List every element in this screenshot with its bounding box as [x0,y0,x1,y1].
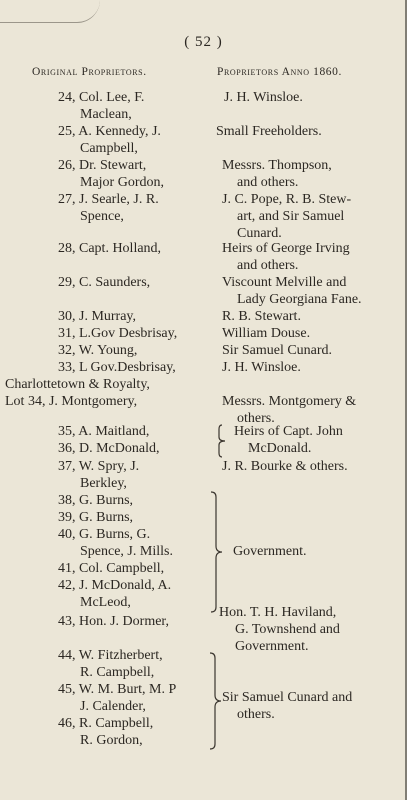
left-entry-line: 45, W. M. Burt, M. P [58,682,177,697]
left-entry-line: Lot 34, J. Montgomery, [5,394,138,409]
right-entry-line: art, and Sir Samuel [237,209,345,224]
left-entry-line: 25, A. Kennedy, J. [58,124,161,139]
left-entry-line: 39, G. Burns, [58,510,134,525]
left-entry-line: 28, Capt. Holland, [58,241,162,256]
left-entry-line: 46, R. Campbell, [58,716,154,731]
left-entry-line: Maclean, [80,107,132,122]
right-entry-line: and others. [237,175,299,190]
right-entry-line: McDonald. [248,441,312,456]
right-entry-line: Hon. T. H. Haviland, [219,605,337,620]
left-entry-line: 32, W. Young, [58,343,138,358]
right-entry-line: J. R. Bourke & others. [222,459,348,474]
right-entry-line: Sir Samuel Cunard and [222,690,353,705]
left-entry-line: Campbell, [80,141,138,156]
left-entry-line: 41, Col. Campbell, [58,561,165,576]
right-entry-line: Messrs. Montgomery & [222,394,357,409]
right-entry-line: others. [237,707,275,722]
left-entry-line: 42, J. McDonald, A. [58,578,172,593]
left-entry-line: R. Campbell, [80,665,155,680]
right-entry-line: Government. [233,544,307,559]
right-entry-line: Viscount Melville and [222,275,347,290]
left-entry-line: 36, D. McDonald, [58,441,160,456]
left-entry-line: 31, L.Gov Desbrisay, [58,326,178,341]
left-entry-line: Charlottetown & Royalty, [5,377,150,392]
left-entry-line: Major Gordon, [80,175,164,190]
left-entry-line: 24, Col. Lee, F. [58,90,145,105]
left-entry-line: 35, A. Maitland, [58,424,150,439]
right-entry-line: Cunard. [237,226,282,241]
right-entry-line: R. B. Stewart. [222,309,301,324]
right-entry-line: Heirs of George Irving [222,241,350,256]
right-entry-line: Sir Samuel Cunard. [222,343,333,358]
right-entry-line: Messrs. Thompson, [222,158,332,173]
right-entry-line: Lady Georgiana Fane. [237,292,362,307]
left-entry-line: 44, W. Fitzherbert, [58,648,163,663]
right-entry-line: G. Townshend and [235,622,340,637]
right-entry-line: Heirs of Capt. John [234,424,343,439]
brace-35-36 [216,424,228,458]
left-entry-line: 33, L Gov.Desbrisay, [58,360,176,375]
brace-44-46 [207,652,223,750]
right-entry-line: William Douse. [222,326,311,341]
left-entry-line: 40, G. Burns, G. [58,527,151,542]
left-entry-line: J. Calender, [80,699,146,714]
left-entry-line: 29, C. Saunders, [58,275,151,290]
right-entry-line: and others. [237,258,299,273]
left-entry-line: Spence, J. Mills. [80,544,173,559]
brace-38-42 [208,491,224,613]
page-number: ( 52 ) [184,34,223,50]
left-entry-line: Berkley, [80,476,127,491]
left-entry-line: Spence, [80,209,124,224]
left-entry-line: 38, G. Burns, [58,493,134,508]
right-entry-line: others. [237,411,275,426]
header-proprietors-1860: Proprietors Anno 1860. [217,66,342,78]
scan-edge-curve [0,0,100,23]
right-entry-line: J. H. Winsloe. [224,90,303,105]
left-entry-line: 27, J. Searle, J. R. [58,192,159,207]
left-entry-line: 43, Hon. J. Dormer, [58,614,170,629]
left-entry-line: 30, J. Murray, [58,309,137,324]
right-entry-line: J. C. Pope, R. B. Stew- [222,192,352,207]
left-entry-line: McLeod, [80,595,131,610]
right-entry-line: J. H. Winsloe. [222,360,301,375]
left-entry-line: 37, W. Spry, J. [58,459,140,474]
right-entry-line: Government. [235,639,309,654]
header-original-proprietors: Original Proprietors. [32,66,147,78]
left-entry-line: R. Gordon, [80,733,143,748]
right-entry-line: Small Freeholders. [216,124,322,139]
left-entry-line: 26, Dr. Stewart, [58,158,147,173]
